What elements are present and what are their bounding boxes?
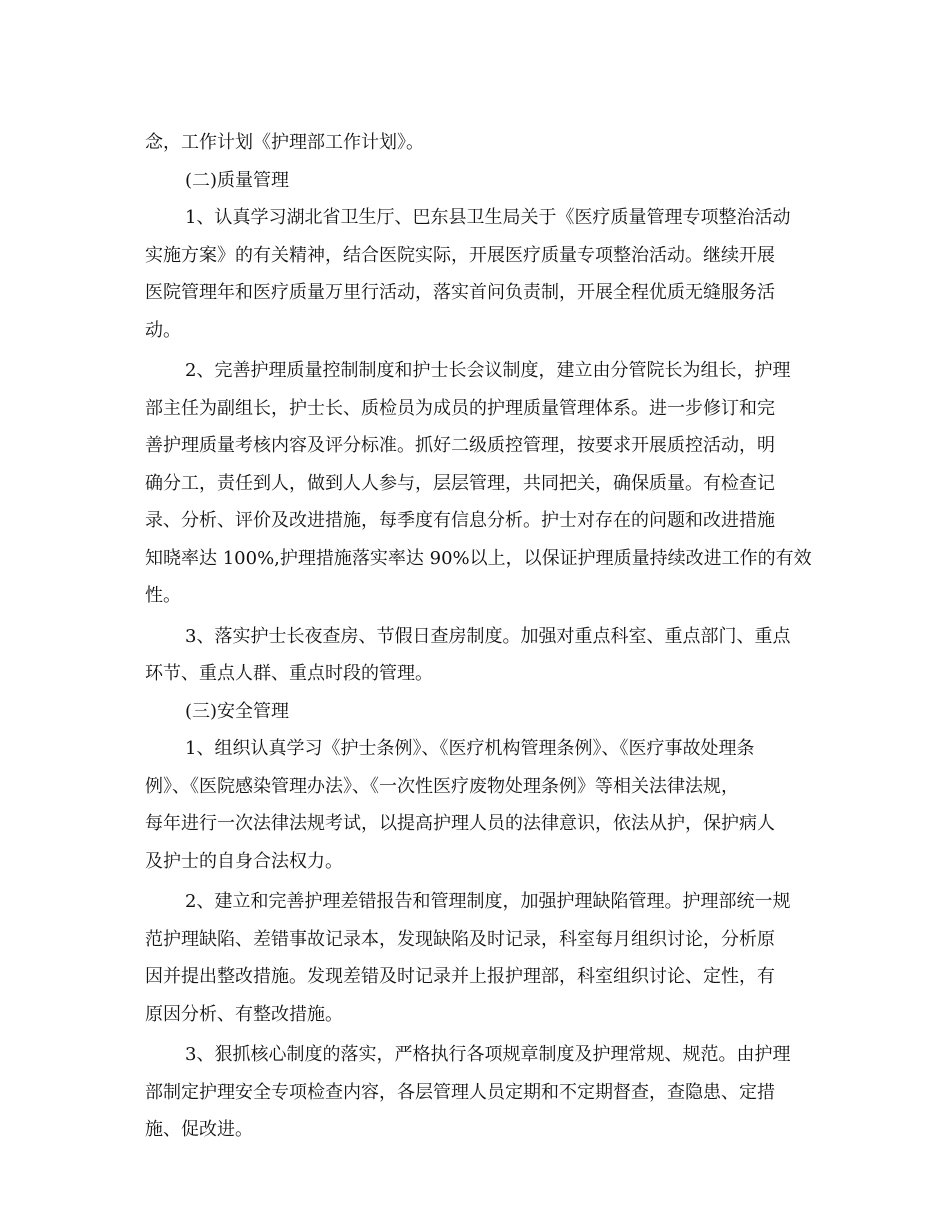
text-line: 3、落实护士长夜查房、节假日查房制度。加强对重点科室、重点部门、重点 <box>185 625 791 647</box>
text-line: 确分工，责任到人，做到人人参与，层层管理，共同把关，确保质量。有检查记 <box>145 472 775 494</box>
text-line: 部主任为副组长，护士长、质检员为成员的护理质量管理体系。进一步修订和完 <box>145 397 775 419</box>
text-line: 及护士的自身合法权力。 <box>145 850 343 872</box>
document-body <box>145 124 812 1149</box>
text-line: 因并提出整改措施。发现差错及时记录并上报护理部，科室组织讨论、定性，有 <box>145 966 775 987</box>
text-line: 例》、《医院感染管理办法》、《一次性医疗废物处理条例》等相关法律法规， <box>145 775 739 797</box>
text-line: 部制定护理安全专项检查内容，各层管理人员定期和不定期督查，查隐患、定措 <box>145 1081 775 1103</box>
text-line: 知晓率达 100%,护理措施落实率达 90%以上，以保证护理质量持续改进工作的有效 <box>145 547 812 569</box>
text-line: (二)质量管理 <box>185 169 290 191</box>
text-line: 1、组织认真学习《护士条例》、《医疗机构管理条例》、《医疗事故处理条 <box>185 738 755 759</box>
text-line: 2、建立和完善护理差错报告和管理制度，加强护理缺陷管理。护理部统一规 <box>185 891 791 912</box>
text-line: 实施方案》的有关精神，结合医院实际，开展医疗质量专项整治活动。继续开展 <box>145 244 775 266</box>
text-line: 3、狠抓核心制度的落实，严格执行各项规章制度及护理常规、规范。由护理 <box>185 1044 791 1065</box>
text-line: 念，工作计划《护理部工作计划》。 <box>145 132 424 153</box>
text-line: 范护理缺陷、差错事故记录本，发现缺陷及时记录，科室每月组织讨论，分析原 <box>145 928 775 950</box>
text-line: 施、促改进。 <box>145 1119 253 1140</box>
text-line: 善护理质量考核内容及评分标准。抓好二级质控管理，按要求开展质控活动，明 <box>145 435 775 456</box>
text-line: (三)安全管理 <box>185 700 290 722</box>
text-line: 医院管理年和医疗质量万里行活动，落实首问负责制，开展全程优质无缝服务活 <box>145 282 775 303</box>
text-line: 2、完善护理质量控制制度和护士长会议制度，建立由分管院长为组长，护理 <box>185 360 791 381</box>
text-line: 动。 <box>145 319 181 341</box>
text-line: 性。 <box>145 585 181 606</box>
text-line: 1、认真学习湖北省卫生厅、巴东县卫生局关于《医疗质量管理专项整治活动 <box>185 207 791 228</box>
text-line: 环节、重点人群、重点时段的管理。 <box>145 663 433 684</box>
text-line: 每年进行一次法律法规考试，以提高护理人员的法律意识，依法从护，保护病人 <box>145 813 775 834</box>
text-line: 原因分析、有整改措施。 <box>145 1003 343 1025</box>
text-line: 录、分析、评价及改进措施，每季度有信息分析。护士对存在的问题和改进措施 <box>145 510 775 531</box>
